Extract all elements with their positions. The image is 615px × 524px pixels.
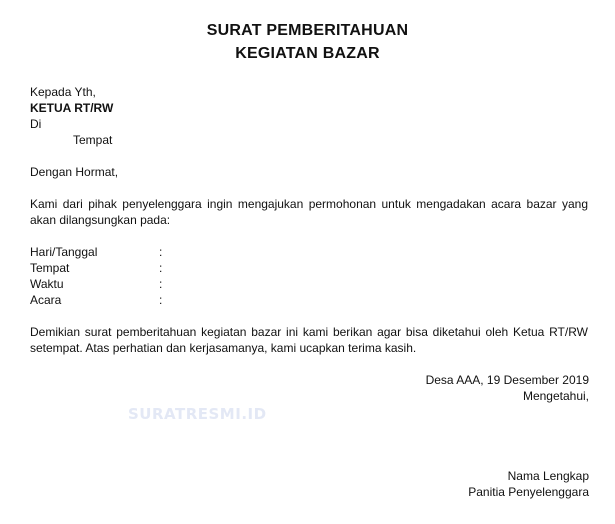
field-label-time: Waktu — [30, 277, 64, 291]
field-label-date: Hari/Tanggal — [30, 245, 98, 259]
intro-paragraph: Kami dari pihak penyelenggara ingin mengajukan permohonan untuk mengadakan acara bazar yang akan dilangsungkan pada: — [30, 197, 588, 227]
signer-name: Nama Lengkap — [507, 469, 589, 483]
field-colon-date: : — [159, 245, 163, 259]
closing-paragraph: Demikian surat pemberitahuan kegiatan bazar ini kami berikan agar bisa diketahui oleh Ketua RT/RW setempat. Atas perhatian dan kerjasamanya, kami ucapkan terima kasih. — [30, 325, 588, 355]
field-colon-place: : — [159, 261, 163, 275]
field-colon-event: : — [159, 293, 163, 307]
recipient-at: Di — [30, 117, 42, 131]
field-label-event: Acara — [30, 293, 62, 307]
place-date: Desa AAA, 19 Desember 2019 — [425, 373, 589, 387]
recipient-name: KETUA RT/RW — [30, 101, 114, 115]
letter-subtitle: KEGIATAN BAZAR — [235, 45, 380, 62]
field-colon-time: : — [159, 277, 163, 291]
recipient-greeting: Kepada Yth, — [30, 85, 96, 99]
letter-title: SURAT PEMBERITAHUAN — [206, 22, 409, 39]
acknowledged-label: Mengetahui, — [522, 389, 589, 403]
signer-role: Panitia Penyelenggara — [468, 485, 589, 499]
salutation: Dengan Hormat, — [30, 165, 119, 179]
watermark-text: SURATRESMI.ID — [128, 405, 267, 423]
recipient-place: Tempat — [73, 133, 113, 147]
field-label-place: Tempat — [30, 261, 70, 275]
